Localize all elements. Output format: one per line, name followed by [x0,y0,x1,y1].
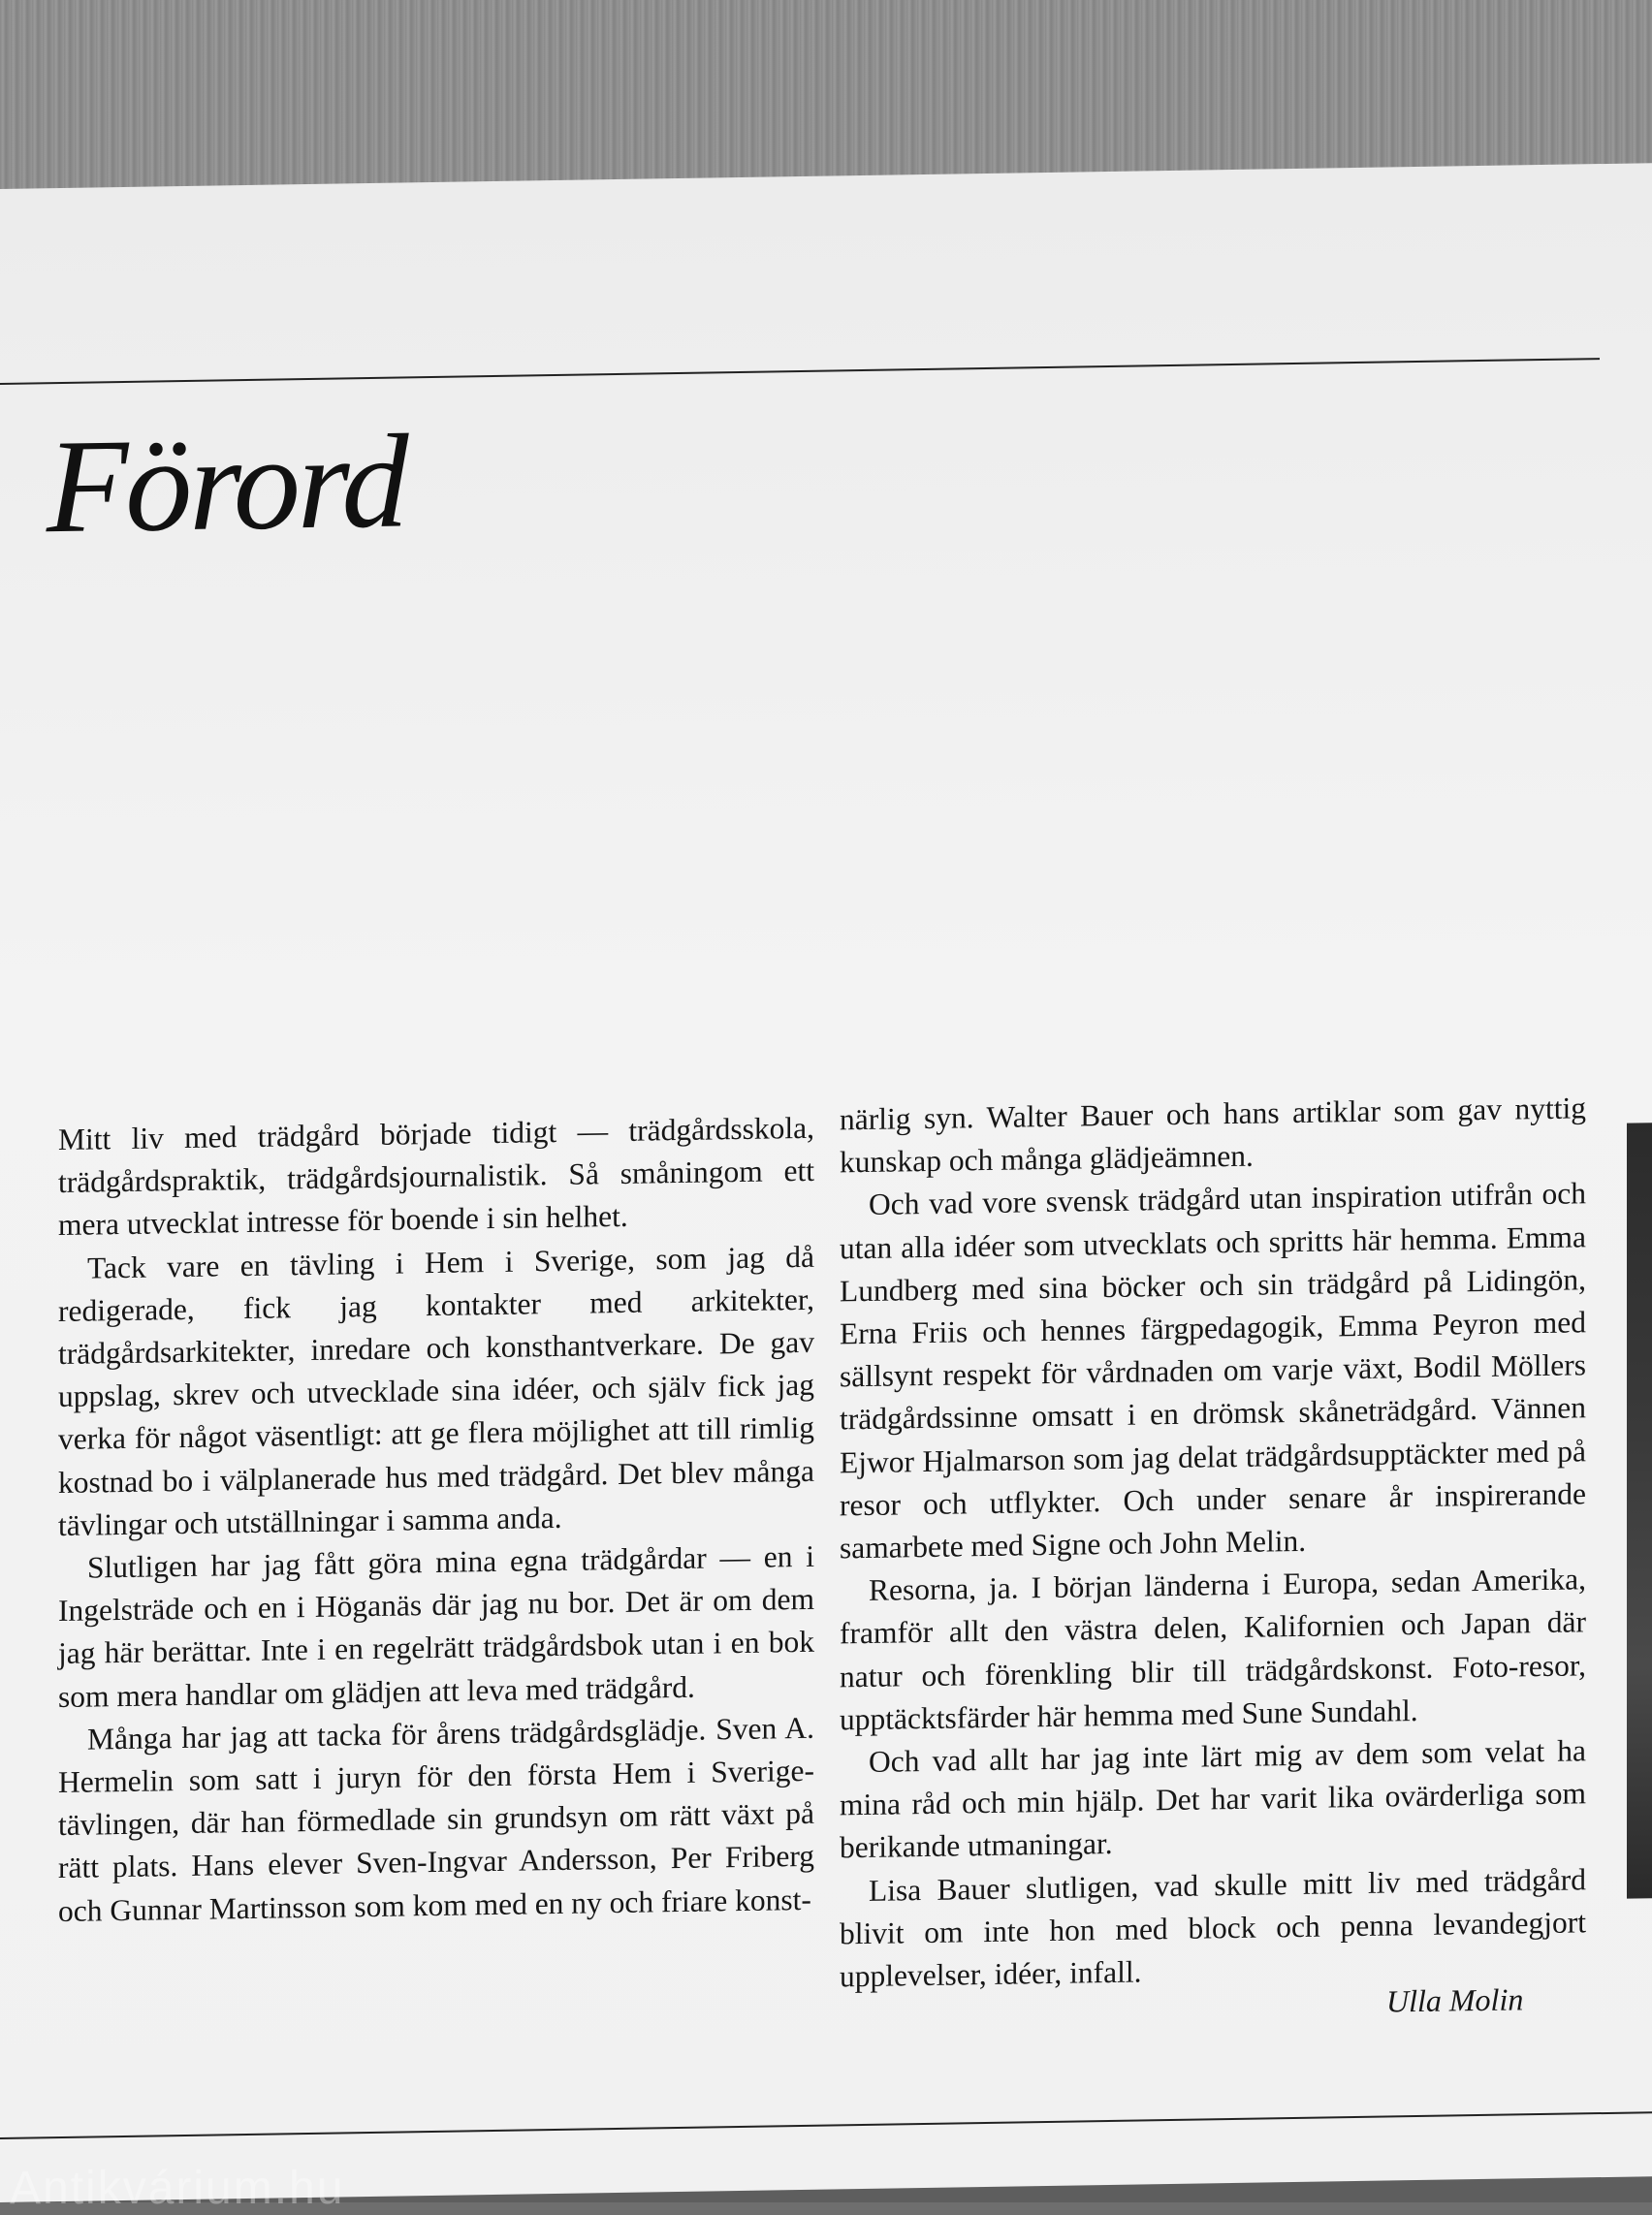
book-page [0,163,1652,2202]
author-signature: Ulla Molin [1386,1981,1524,2019]
paragraph: Många har jag att tacka för årens trädgårdsglädje. Sven A. Hermelin som satt i juryn för den första Hem i Sverige-tävlingen, där han förmedlade sin grundsyn om rätt växt på rätt plats. Hans elever Sven-Ingvar Andersson, Per Friberg och Gunnar Martinsson som kom med en ny och friare konst- [58,1710,814,1928]
paragraph: Mitt liv med trädgård började tidigt — trädgårdsskola, trädgårdspraktik, trädgårdsjournalistik. Så småningom ett mera utvecklat intresse för boende i sin helhet. [58,1110,814,1243]
text-column-left [58,1107,814,1933]
adjacent-photo-edge [1627,1123,1652,1898]
top-rule [0,358,1600,385]
paragraph: Och vad vore svensk trädgård utan inspiration utifrån och utan alla idéer som utvecklats och spritts här hemma. Emma Lundberg med sina böcker och sin trädgård på Lidingön, Erna Friis och hennes färgpedagogik, Emma Peyron med sällsynt respekt för vårdnaden om varje växt, Bodil Möllers trädgårdssinne omsatt i en drömsk skåneträdgård. Vännen Ejwor Hjalmarson som jag delat trädgårdsupptäckter med på resor och utflykter. Och under senare år inspirerande samarbete med Signe och John Melin. [840,1176,1586,1566]
paragraph: Lisa Bauer slutligen, vad skulle mitt liv med trädgård blivit om inte hon med block och penna levandegjort upplevelser, idéer, infall. [840,1861,1586,1994]
watermark: Antikvárium.hu [10,2163,345,2214]
paragraph: Tack vare en tävling i Hem i Sverige, som jag då redigerade, fick jag kontakter med arkitekter, trädgårdsarkitekter, inredare och konsthantverkare. De gav uppslag, skrev och utvecklade sina idéer, och själv fick jag verka för något väsentligt: att ge flera möjlighet att till rimlig kostnad bo i välplanerade hus med trädgård. Det blev många tävlingar och utställningar i samma anda. [58,1239,814,1542]
paragraph: närlig syn. Walter Bauer och hans artiklar som gav nyttig kunskap och många glädjeämnen. [840,1091,1586,1180]
paragraph: Och vad allt har jag inte lärt mig av dem som velat ha mina råd och min hjälp. Det har varit lika ovärderliga som berikande utmaningar. [840,1733,1586,1865]
paragraph: Resorna, ja. I början länderna i Europa, sedan Amerika, framför allt den västra delen, Kalifornien och Japan där natur och förenkling blir till trädgårdskonst. Foto-resor, upptäcktsfärder här hemma med Sune Sundahl. [840,1562,1586,1737]
bottom-rule [0,2111,1652,2139]
page-title: Förord [47,406,406,561]
text-column-right [840,1087,1586,1998]
paragraph: Slutligen har jag fått göra mina egna trädgårdar — en i Ingelsträde och en i Höganäs där jag nu bor. Det är om dem jag här berättar. Inte i en regelrätt trädgårdsbok utan i en bok som mera handlar om glädjen att leva med trädgård. [58,1538,814,1714]
